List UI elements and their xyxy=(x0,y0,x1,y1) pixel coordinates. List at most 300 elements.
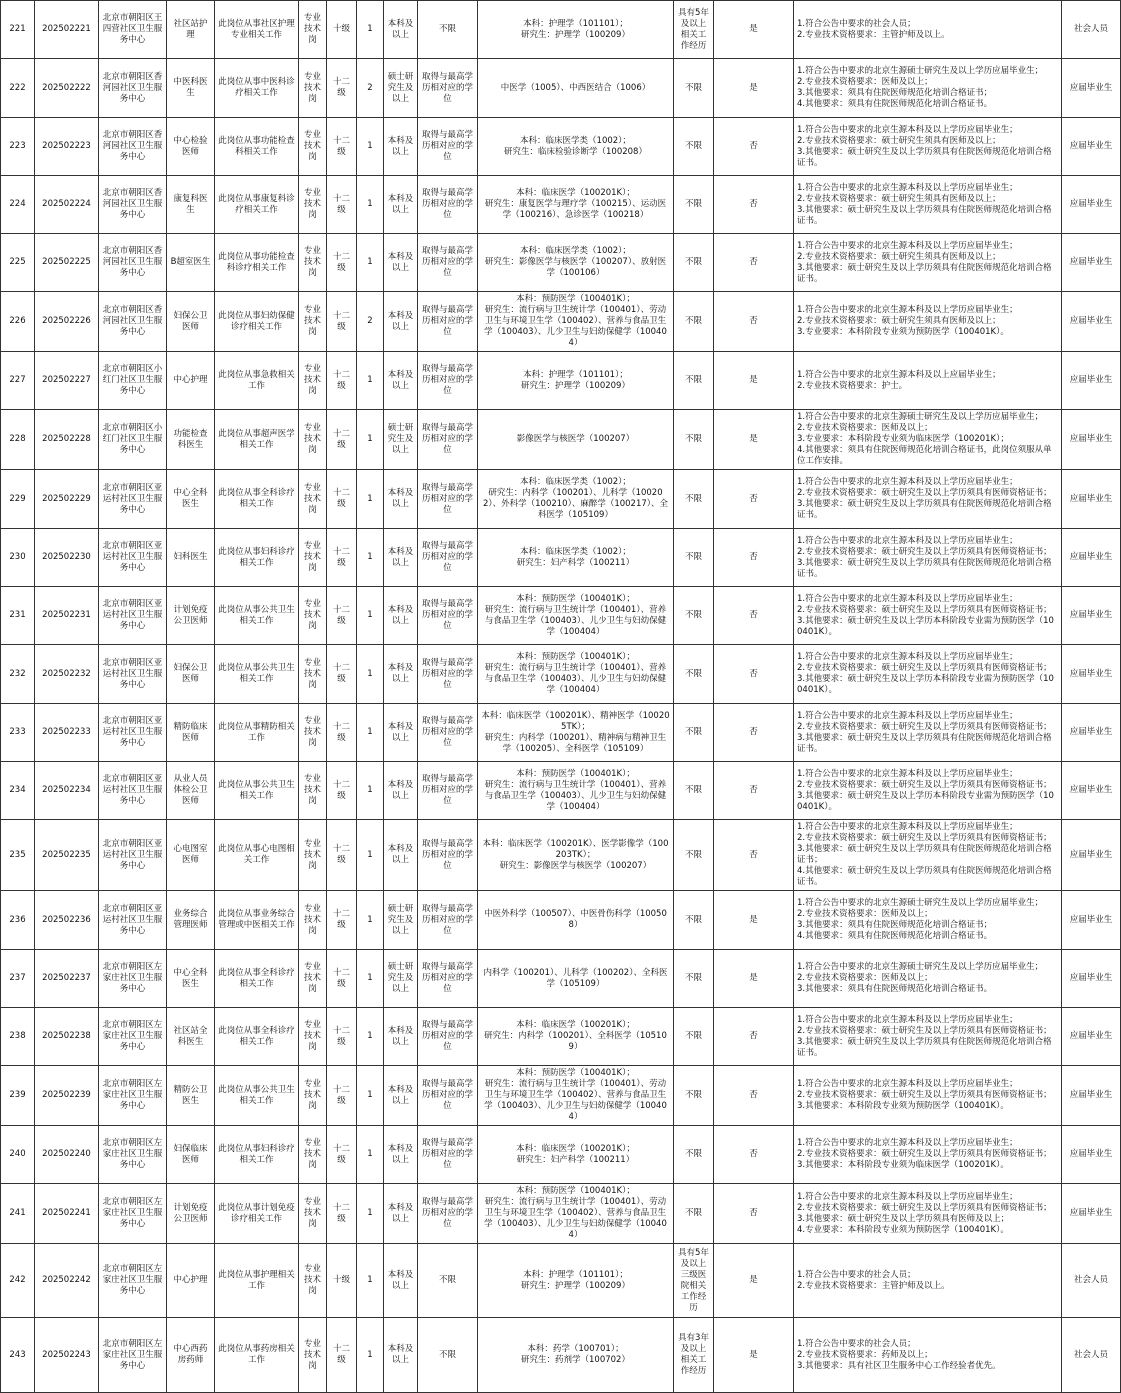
experience-cell: 不限 xyxy=(674,1008,714,1066)
post-level-cell: 十二级 xyxy=(327,470,357,529)
unit-name-cell: 北京市朝阳区亚运村社区卫生服务中心 xyxy=(99,529,167,587)
hire-count-cell: 1 xyxy=(357,470,384,529)
post-type-cell: 专业技术岗 xyxy=(299,950,327,1008)
post-code-cell: 202502239 xyxy=(35,1066,99,1126)
major-cell: 本科：临床医学类（1002）； 研究生：影像医学与核医学（100207）、放射医学（100106） xyxy=(478,234,674,292)
post-name-cell: 中心西药房药师 xyxy=(167,1318,215,1393)
beijing-origin-cell: 否 xyxy=(714,529,794,587)
target-group-cell: 应届毕业生 xyxy=(1062,118,1121,176)
post-level-cell: 十级 xyxy=(327,1244,357,1318)
table-row xyxy=(1,645,1121,704)
post-type-cell: 专业技术岗 xyxy=(299,410,327,470)
post-name-cell: 计划免疫公卫医师 xyxy=(167,1184,215,1244)
row-number-cell: 234 xyxy=(1,762,35,820)
education-cell: 本科及以上 xyxy=(384,645,418,704)
degree-cell: 不限 xyxy=(418,1318,478,1393)
education-cell: 本科及以上 xyxy=(384,1008,418,1066)
requirements-cell: 1.符合公告中要求的北京生源本科及以上学历应届毕业生； 2.专业技术资格要求：硕士研究生及以上学历须具有医师资格证书； 3.其他要求：硕士研究生及以上学历须具有住院医师规范化培训合格证书。 xyxy=(794,529,1062,587)
experience-cell: 不限 xyxy=(674,762,714,820)
experience-cell: 不限 xyxy=(674,234,714,292)
degree-cell: 取得与最高学历相对应的学位 xyxy=(418,234,478,292)
hire-count-cell: 1 xyxy=(357,118,384,176)
degree-cell: 取得与最高学历相对应的学位 xyxy=(418,762,478,820)
row-number-cell: 224 xyxy=(1,176,35,234)
post-level-cell: 十二级 xyxy=(327,950,357,1008)
table-row xyxy=(1,234,1121,292)
post-type-cell: 专业技术岗 xyxy=(299,176,327,234)
experience-cell: 具有5年及以上三级医院相关工作经历 xyxy=(674,1244,714,1318)
post-name-cell: 妇保公卫医师 xyxy=(167,292,215,352)
beijing-origin-cell: 否 xyxy=(714,820,794,891)
requirements-cell: 1.符合公告中要求的北京生源本科及以上学历应届毕业生； 2.专业技术资格要求：硕士研究生须具有医师及以上； 3.其他要求：硕士研究生及以上学历须具有住院医师规范化培训合格证书。 xyxy=(794,176,1062,234)
post-type-cell: 专业技术岗 xyxy=(299,292,327,352)
post-duty-cell: 此岗位从事妇幼保健诊疗相关工作 xyxy=(215,292,299,352)
post-code-cell: 202502224 xyxy=(35,176,99,234)
post-code-cell: 202502226 xyxy=(35,292,99,352)
post-level-cell: 十二级 xyxy=(327,352,357,410)
post-code-cell: 202502237 xyxy=(35,950,99,1008)
post-code-cell: 202502241 xyxy=(35,1184,99,1244)
table-row xyxy=(1,118,1121,176)
post-duty-cell: 此岗位从事康复科诊疗相关工作 xyxy=(215,176,299,234)
degree-cell: 取得与最高学历相对应的学位 xyxy=(418,1184,478,1244)
post-type-cell: 专业技术岗 xyxy=(299,1,327,59)
row-number-cell: 235 xyxy=(1,820,35,891)
experience-cell: 不限 xyxy=(674,1126,714,1184)
table-row xyxy=(1,1066,1121,1126)
target-group-cell: 社会人员 xyxy=(1062,1,1121,59)
unit-name-cell: 北京市朝阳区香河园社区卫生服务中心 xyxy=(99,118,167,176)
target-group-cell: 应届毕业生 xyxy=(1062,410,1121,470)
post-level-cell: 十二级 xyxy=(327,762,357,820)
education-cell: 本科及以上 xyxy=(384,234,418,292)
unit-name-cell: 北京市朝阳区左家庄社区卫生服务中心 xyxy=(99,1244,167,1318)
post-duty-cell: 此岗位从事功能检查科相关工作 xyxy=(215,118,299,176)
post-type-cell: 专业技术岗 xyxy=(299,1126,327,1184)
row-number-cell: 239 xyxy=(1,1066,35,1126)
table-row xyxy=(1,59,1121,118)
post-level-cell: 十二级 xyxy=(327,1318,357,1393)
post-duty-cell: 此岗位从事功能检查科诊疗相关工作 xyxy=(215,234,299,292)
beijing-origin-cell: 是 xyxy=(714,950,794,1008)
degree-cell: 取得与最高学历相对应的学位 xyxy=(418,118,478,176)
beijing-origin-cell: 否 xyxy=(714,470,794,529)
target-group-cell: 应届毕业生 xyxy=(1062,820,1121,891)
major-cell: 本科：药学（100701）； 研究生：药剂学（100702） xyxy=(478,1318,674,1393)
table-row xyxy=(1,950,1121,1008)
post-code-cell: 202502233 xyxy=(35,704,99,762)
education-cell: 本科及以上 xyxy=(384,1126,418,1184)
beijing-origin-cell: 是 xyxy=(714,59,794,118)
post-code-cell: 202502229 xyxy=(35,470,99,529)
row-number-cell: 238 xyxy=(1,1008,35,1066)
requirements-cell: 1.符合公告中要求的北京生源硕士研究生及以上学历应届毕业生； 2.专业技术资格要求：医师及以上； 3.其他要求：须具有住院医师规范化培训合格证书。 xyxy=(794,950,1062,1008)
row-number-cell: 233 xyxy=(1,704,35,762)
education-cell: 硕士研究生及以上 xyxy=(384,950,418,1008)
target-group-cell: 应届毕业生 xyxy=(1062,234,1121,292)
major-cell: 本科：临床医学（100201K）、医学影像学（100203TK）； 研究生：影像医学与核医学（100207） xyxy=(478,820,674,891)
table-body xyxy=(1,1,1121,1393)
post-duty-cell: 此岗位从事药房相关工作 xyxy=(215,1318,299,1393)
table-row xyxy=(1,1126,1121,1184)
education-cell: 本科及以上 xyxy=(384,1244,418,1318)
target-group-cell: 应届毕业生 xyxy=(1062,59,1121,118)
target-group-cell: 应届毕业生 xyxy=(1062,587,1121,645)
major-cell: 本科：预防医学（100401K）； 研究生：流行病与卫生统计学（100401）、劳动卫生与环境卫生学（100402）、营养与食品卫生学（100403）、儿少卫生与妇幼保健学（100404） xyxy=(478,292,674,352)
requirements-cell: 1.符合公告中要求的北京生源本科及以上学历应届毕业生； 2.专业技术资格要求：硕士研究生及以上学历须具有医师资格证书； 3.其他要求：硕士研究生及以上学历本科阶段专业需为预防医学（100401K）。 xyxy=(794,587,1062,645)
unit-name-cell: 北京市朝阳区亚运村社区卫生服务中心 xyxy=(99,762,167,820)
experience-cell: 不限 xyxy=(674,118,714,176)
row-number-cell: 230 xyxy=(1,529,35,587)
post-code-cell: 202502227 xyxy=(35,352,99,410)
degree-cell: 取得与最高学历相对应的学位 xyxy=(418,1008,478,1066)
hire-count-cell: 1 xyxy=(357,645,384,704)
row-number-cell: 232 xyxy=(1,645,35,704)
beijing-origin-cell: 否 xyxy=(714,234,794,292)
education-cell: 硕士研究生及以上 xyxy=(384,59,418,118)
target-group-cell: 应届毕业生 xyxy=(1062,176,1121,234)
post-type-cell: 专业技术岗 xyxy=(299,1318,327,1393)
post-type-cell: 专业技术岗 xyxy=(299,762,327,820)
requirements-cell: 1.符合公告中要求的社会人员； 2.专业技术资格要求：药师及以上； 3.其他要求：具有社区卫生服务中心工作经验者优先。 xyxy=(794,1318,1062,1393)
experience-cell: 具有5年及以上相关工作经历 xyxy=(674,1,714,59)
education-cell: 本科及以上 xyxy=(384,762,418,820)
beijing-origin-cell: 否 xyxy=(714,176,794,234)
major-cell: 本科：预防医学（100401K）； 研究生：流行病与卫生统计学（100401）、劳动卫生与环境卫生学（100402）、营养与食品卫生学（100403）、儿少卫生与妇幼保健学（100404） xyxy=(478,1184,674,1244)
unit-name-cell: 北京市朝阳区王四营社区卫生服务中心 xyxy=(99,1,167,59)
post-level-cell: 十二级 xyxy=(327,529,357,587)
post-name-cell: 功能检查科医生 xyxy=(167,410,215,470)
table-row xyxy=(1,1318,1121,1393)
table-row xyxy=(1,891,1121,950)
target-group-cell: 应届毕业生 xyxy=(1062,645,1121,704)
target-group-cell: 应届毕业生 xyxy=(1062,292,1121,352)
post-duty-cell: 此岗位从事心电图相关工作 xyxy=(215,820,299,891)
post-name-cell: 心电图室医师 xyxy=(167,820,215,891)
post-type-cell: 专业技术岗 xyxy=(299,820,327,891)
post-level-cell: 十二级 xyxy=(327,118,357,176)
education-cell: 本科及以上 xyxy=(384,1184,418,1244)
post-type-cell: 专业技术岗 xyxy=(299,1244,327,1318)
major-cell: 本科：预防医学（100401K）； 研究生：流行病与卫生统计学（100401）、劳动卫生与环境卫生学（100402）、营养与食品卫生学（100403）、儿少卫生与妇幼保健学（100404） xyxy=(478,1066,674,1126)
requirements-cell: 1.符合公告中要求的北京生源本科及以上学历应届毕业生； 2.专业技术资格要求：硕士研究生及以上学历须具有医师资格证书； 3.其他要求：硕士研究生及以上学历须具有医师及以上； 4.专业要求：本科阶段专业须为预防医学（100401K）。 xyxy=(794,1184,1062,1244)
target-group-cell: 应届毕业生 xyxy=(1062,529,1121,587)
post-duty-cell: 此岗位从事公共卫生相关工作 xyxy=(215,1066,299,1126)
post-duty-cell: 此岗位从事急救相关工作 xyxy=(215,352,299,410)
experience-cell: 不限 xyxy=(674,176,714,234)
beijing-origin-cell: 否 xyxy=(714,1126,794,1184)
beijing-origin-cell: 否 xyxy=(714,292,794,352)
major-cell: 本科：临床医学类（1002）； 研究生：内科学（100201）、儿科学（100202）、外科学（100210）、麻醉学（100217）、全科医学（105109） xyxy=(478,470,674,529)
major-cell: 本科：预防医学（100401K）； 研究生：流行病与卫生统计学（100401）、营养与食品卫生学（100403）、儿少卫生与妇幼保健学（100404） xyxy=(478,762,674,820)
major-cell: 本科：临床医学（100201K）； 研究生：康复医学与理疗学（100215）、运动医学（100216）、急诊医学（100218） xyxy=(478,176,674,234)
degree-cell: 取得与最高学历相对应的学位 xyxy=(418,352,478,410)
table-row xyxy=(1,292,1121,352)
hire-count-cell: 1 xyxy=(357,762,384,820)
post-type-cell: 专业技术岗 xyxy=(299,587,327,645)
unit-name-cell: 北京市朝阳区香河园社区卫生服务中心 xyxy=(99,176,167,234)
post-name-cell: 社区站护理 xyxy=(167,1,215,59)
post-name-cell: 中心检验医师 xyxy=(167,118,215,176)
beijing-origin-cell: 否 xyxy=(714,1008,794,1066)
requirements-cell: 1.符合公告中要求的北京生源本科及以上学历应届毕业生； 2.专业技术资格要求：硕士研究生及以上学历须具有医师资格证书； 3.其他要求：硕士研究生及以上学历须具有住院医师规范化培训合格证书。 xyxy=(794,704,1062,762)
post-level-cell: 十二级 xyxy=(327,292,357,352)
experience-cell: 不限 xyxy=(674,352,714,410)
degree-cell: 取得与最高学历相对应的学位 xyxy=(418,176,478,234)
post-duty-cell: 此岗位从事社区护理专业相关工作 xyxy=(215,1,299,59)
post-type-cell: 专业技术岗 xyxy=(299,470,327,529)
hire-count-cell: 1 xyxy=(357,820,384,891)
beijing-origin-cell: 否 xyxy=(714,1184,794,1244)
requirements-cell: 1.符合公告中要求的北京生源本科及以上学历应届毕业生； 2.专业技术资格要求：硕士研究生及以上学历须具有医师资格证书； 3.其他要求：本科阶段专业须为临床医学（100201K）。 xyxy=(794,1126,1062,1184)
education-cell: 本科及以上 xyxy=(384,470,418,529)
degree-cell: 取得与最高学历相对应的学位 xyxy=(418,1066,478,1126)
experience-cell: 不限 xyxy=(674,529,714,587)
degree-cell: 取得与最高学历相对应的学位 xyxy=(418,1126,478,1184)
row-number-cell: 236 xyxy=(1,891,35,950)
table-row xyxy=(1,1,1121,59)
post-level-cell: 十二级 xyxy=(327,1066,357,1126)
row-number-cell: 231 xyxy=(1,587,35,645)
row-number-cell: 242 xyxy=(1,1244,35,1318)
post-duty-cell: 此岗位从事公共卫生相关工作 xyxy=(215,762,299,820)
hire-count-cell: 1 xyxy=(357,529,384,587)
major-cell: 本科：护理学（101101）； 研究生：护理学（100209） xyxy=(478,1,674,59)
major-cell: 中医学（1005）、中西医结合（1006） xyxy=(478,59,674,118)
post-type-cell: 专业技术岗 xyxy=(299,118,327,176)
experience-cell: 不限 xyxy=(674,292,714,352)
unit-name-cell: 北京市朝阳区香河园社区卫生服务中心 xyxy=(99,59,167,118)
row-number-cell: 222 xyxy=(1,59,35,118)
beijing-origin-cell: 是 xyxy=(714,410,794,470)
requirements-cell: 1.符合公告中要求的北京生源硕士研究生及以上学历应届毕业生； 2.专业技术资格要求：医师及以上； 3.其他要求：须具有住院医师规范化培训合格证书； 4.其他要求：须具有住院医师规范化培训合格证书。 xyxy=(794,59,1062,118)
unit-name-cell: 北京市朝阳区左家庄社区卫生服务中心 xyxy=(99,1126,167,1184)
major-cell: 本科：临床医学（100201K）、精神医学（100205TK）； 研究生：内科学（100201）、精神病与精神卫生学（100205）、全科医学（105109） xyxy=(478,704,674,762)
table-row xyxy=(1,176,1121,234)
education-cell: 本科及以上 xyxy=(384,704,418,762)
table-row xyxy=(1,704,1121,762)
post-level-cell: 十二级 xyxy=(327,820,357,891)
education-cell: 本科及以上 xyxy=(384,118,418,176)
requirements-cell: 1.符合公告中要求的北京生源本科及以上学历应届毕业生； 2.专业技术资格要求：硕士研究生及以上学历须具有医师资格证书； 3.其他要求：硕士研究生及以上学历须具有住院医师规范化培训合格证书。 xyxy=(794,1008,1062,1066)
beijing-origin-cell: 是 xyxy=(714,891,794,950)
beijing-origin-cell: 否 xyxy=(714,704,794,762)
post-code-cell: 202502238 xyxy=(35,1008,99,1066)
hire-count-cell: 1 xyxy=(357,410,384,470)
experience-cell: 不限 xyxy=(674,1184,714,1244)
row-number-cell: 229 xyxy=(1,470,35,529)
major-cell: 本科：临床医学（100201K）； 研究生：内科学（100201）、全科医学（105109） xyxy=(478,1008,674,1066)
experience-cell: 不限 xyxy=(674,645,714,704)
table-row xyxy=(1,410,1121,470)
education-cell: 硕士研究生及以上 xyxy=(384,891,418,950)
post-name-cell: 妇科医生 xyxy=(167,529,215,587)
beijing-origin-cell: 否 xyxy=(714,762,794,820)
education-cell: 硕士研究生及以上 xyxy=(384,410,418,470)
major-cell: 中医外科学（100507）、中医骨伤科学（100508） xyxy=(478,891,674,950)
target-group-cell: 应届毕业生 xyxy=(1062,762,1121,820)
post-type-cell: 专业技术岗 xyxy=(299,529,327,587)
education-cell: 本科及以上 xyxy=(384,529,418,587)
post-duty-cell: 此岗位从事全科诊疗相关工作 xyxy=(215,950,299,1008)
education-cell: 本科及以上 xyxy=(384,1,418,59)
table-row xyxy=(1,529,1121,587)
post-name-cell: 计划免疫公卫医师 xyxy=(167,587,215,645)
degree-cell: 取得与最高学历相对应的学位 xyxy=(418,470,478,529)
post-name-cell: 中心护理 xyxy=(167,352,215,410)
requirements-cell: 1.符合公告中要求的北京生源本科及以上学历应届毕业生； 2.专业技术资格要求：硕士研究生须具有医师及以上； 3.其他要求：硕士研究生及以上学历须具有住院医师规范化培训合格证书。 xyxy=(794,234,1062,292)
experience-cell: 不限 xyxy=(674,1066,714,1126)
post-name-cell: 中心护理 xyxy=(167,1244,215,1318)
post-code-cell: 202502231 xyxy=(35,587,99,645)
unit-name-cell: 北京市朝阳区亚运村社区卫生服务中心 xyxy=(99,891,167,950)
major-cell: 本科：护理学（101101）； 研究生：护理学（100209） xyxy=(478,352,674,410)
post-level-cell: 十二级 xyxy=(327,176,357,234)
post-type-cell: 专业技术岗 xyxy=(299,1008,327,1066)
hire-count-cell: 1 xyxy=(357,1066,384,1126)
table-row xyxy=(1,1244,1121,1318)
post-level-cell: 十二级 xyxy=(327,1184,357,1244)
requirements-cell: 1.符合公告中要求的北京生源本科及以上学历应届毕业生； 2.专业技术资格要求：硕士研究生须具有医师及以上； 3.其他要求：硕士研究生及以上学历须具有住院医师规范化培训合格证书。 xyxy=(794,118,1062,176)
hire-count-cell: 1 xyxy=(357,1244,384,1318)
unit-name-cell: 北京市朝阳区香河园社区卫生服务中心 xyxy=(99,234,167,292)
experience-cell: 不限 xyxy=(674,704,714,762)
experience-cell: 不限 xyxy=(674,470,714,529)
post-type-cell: 专业技术岗 xyxy=(299,891,327,950)
row-number-cell: 226 xyxy=(1,292,35,352)
unit-name-cell: 北京市朝阳区亚运村社区卫生服务中心 xyxy=(99,704,167,762)
post-name-cell: B超室医生 xyxy=(167,234,215,292)
row-number-cell: 228 xyxy=(1,410,35,470)
post-level-cell: 十二级 xyxy=(327,587,357,645)
hire-count-cell: 2 xyxy=(357,292,384,352)
target-group-cell: 应届毕业生 xyxy=(1062,950,1121,1008)
hire-count-cell: 1 xyxy=(357,1318,384,1393)
post-level-cell: 十二级 xyxy=(327,59,357,118)
post-duty-cell: 此岗位从事护理相关工作 xyxy=(215,1244,299,1318)
post-code-cell: 202502235 xyxy=(35,820,99,891)
degree-cell: 取得与最高学历相对应的学位 xyxy=(418,410,478,470)
major-cell: 本科：临床医学类（1002）； 研究生：妇产科学（100211） xyxy=(478,529,674,587)
table-row xyxy=(1,762,1121,820)
post-type-cell: 专业技术岗 xyxy=(299,704,327,762)
degree-cell: 取得与最高学历相对应的学位 xyxy=(418,587,478,645)
beijing-origin-cell: 否 xyxy=(714,587,794,645)
post-duty-cell: 此岗位从事全科诊疗相关工作 xyxy=(215,470,299,529)
beijing-origin-cell: 是 xyxy=(714,1244,794,1318)
target-group-cell: 应届毕业生 xyxy=(1062,1066,1121,1126)
post-code-cell: 202502230 xyxy=(35,529,99,587)
degree-cell: 取得与最高学历相对应的学位 xyxy=(418,891,478,950)
row-number-cell: 223 xyxy=(1,118,35,176)
major-cell: 本科：临床医学（100201K）； 研究生：妇产科学（100211） xyxy=(478,1126,674,1184)
post-duty-cell: 此岗位从事超声医学相关工作 xyxy=(215,410,299,470)
row-number-cell: 237 xyxy=(1,950,35,1008)
post-code-cell: 202502240 xyxy=(35,1126,99,1184)
post-name-cell: 精防公卫医生 xyxy=(167,1066,215,1126)
requirements-cell: 1.符合公告中要求的社会人员； 2.专业技术资格要求：主管护师及以上。 xyxy=(794,1244,1062,1318)
target-group-cell: 应届毕业生 xyxy=(1062,704,1121,762)
hire-count-cell: 1 xyxy=(357,1008,384,1066)
degree-cell: 不限 xyxy=(418,1,478,59)
beijing-origin-cell: 否 xyxy=(714,645,794,704)
degree-cell: 取得与最高学历相对应的学位 xyxy=(418,529,478,587)
post-code-cell: 202502232 xyxy=(35,645,99,704)
target-group-cell: 社会人员 xyxy=(1062,1244,1121,1318)
unit-name-cell: 北京市朝阳区小红门社区卫生服务中心 xyxy=(99,352,167,410)
experience-cell: 不限 xyxy=(674,587,714,645)
post-level-cell: 十二级 xyxy=(327,704,357,762)
requirements-cell: 1.符合公告中要求的北京生源本科及以上应届毕业生； 2.专业技术资格要求：护士。 xyxy=(794,352,1062,410)
post-duty-cell: 此岗位从事公共卫生相关工作 xyxy=(215,587,299,645)
post-level-cell: 十二级 xyxy=(327,645,357,704)
post-code-cell: 202502223 xyxy=(35,118,99,176)
post-code-cell: 202502234 xyxy=(35,762,99,820)
beijing-origin-cell: 是 xyxy=(714,352,794,410)
post-duty-cell: 此岗位从事中医科诊疗相关工作 xyxy=(215,59,299,118)
post-duty-cell: 此岗位从事全科诊疗相关工作 xyxy=(215,1008,299,1066)
experience-cell: 不限 xyxy=(674,950,714,1008)
requirements-cell: 1.符合公告中要求的北京生源硕士研究生及以上学历应届毕业生； 2.专业技术资格要求：医师及以上； 3.其他要求：须具有住院医师规范化培训合格证书； 4.其他要求：须具有住院医师规范化培训合格证书。 xyxy=(794,891,1062,950)
target-group-cell: 应届毕业生 xyxy=(1062,470,1121,529)
unit-name-cell: 北京市朝阳区亚运村社区卫生服务中心 xyxy=(99,820,167,891)
unit-name-cell: 北京市朝阳区香河园社区卫生服务中心 xyxy=(99,292,167,352)
degree-cell: 取得与最高学历相对应的学位 xyxy=(418,59,478,118)
beijing-origin-cell: 是 xyxy=(714,1318,794,1393)
post-type-cell: 专业技术岗 xyxy=(299,645,327,704)
post-name-cell: 精防临床医师 xyxy=(167,704,215,762)
target-group-cell: 应届毕业生 xyxy=(1062,352,1121,410)
hire-count-cell: 1 xyxy=(357,704,384,762)
experience-cell: 不限 xyxy=(674,410,714,470)
post-type-cell: 专业技术岗 xyxy=(299,1184,327,1244)
post-duty-cell: 此岗位从事妇科诊疗相关工作 xyxy=(215,529,299,587)
post-name-cell: 中心全科医生 xyxy=(167,950,215,1008)
hire-count-cell: 1 xyxy=(357,176,384,234)
target-group-cell: 应届毕业生 xyxy=(1062,891,1121,950)
post-code-cell: 202502222 xyxy=(35,59,99,118)
unit-name-cell: 北京市朝阳区亚运村社区卫生服务中心 xyxy=(99,645,167,704)
requirements-cell: 1.符合公告中要求的北京生源硕士研究生及以上学历应届毕业生； 2.专业技术资格要求：医师及以上； 3.专业要求：本科阶段专业须为临床医学（100201K）； 4.其他要求：须具有住院医师规范化培训合格证书，此岗位须服从单位工作安排。 xyxy=(794,410,1062,470)
beijing-origin-cell: 是 xyxy=(714,1,794,59)
post-name-cell: 妇保公卫医师 xyxy=(167,645,215,704)
hire-count-cell: 1 xyxy=(357,1184,384,1244)
post-duty-cell: 此岗位从事计划免疫诊疗相关工作 xyxy=(215,1184,299,1244)
education-cell: 本科及以上 xyxy=(384,587,418,645)
post-code-cell: 202502242 xyxy=(35,1244,99,1318)
unit-name-cell: 北京市朝阳区左家庄社区卫生服务中心 xyxy=(99,1008,167,1066)
requirements-cell: 1.符合公告中要求的北京生源本科及以上学历应届毕业生； 2.专业技术资格要求：硕士研究生及以上学历须具有医师资格证书； 3.其他要求：硕士研究生及以上学历须具有住院医师规范化培训合格证书； 4.其他要求：硕士研究生及以上学历须具有住院医师规范化培训合格证书。 xyxy=(794,820,1062,891)
post-code-cell: 202502221 xyxy=(35,1,99,59)
post-duty-cell: 此岗位从事妇科诊疗相关工作 xyxy=(215,1126,299,1184)
degree-cell: 取得与最高学历相对应的学位 xyxy=(418,292,478,352)
row-number-cell: 221 xyxy=(1,1,35,59)
major-cell: 影像医学与核医学（100207） xyxy=(478,410,674,470)
post-level-cell: 十二级 xyxy=(327,234,357,292)
unit-name-cell: 北京市朝阳区小红门社区卫生服务中心 xyxy=(99,410,167,470)
table-row xyxy=(1,1184,1121,1244)
row-number-cell: 227 xyxy=(1,352,35,410)
unit-name-cell: 北京市朝阳区左家庄社区卫生服务中心 xyxy=(99,1184,167,1244)
table-row xyxy=(1,470,1121,529)
education-cell: 本科及以上 xyxy=(384,352,418,410)
education-cell: 本科及以上 xyxy=(384,820,418,891)
post-type-cell: 专业技术岗 xyxy=(299,1066,327,1126)
hire-count-cell: 1 xyxy=(357,234,384,292)
table-row xyxy=(1,352,1121,410)
unit-name-cell: 北京市朝阳区左家庄社区卫生服务中心 xyxy=(99,1318,167,1393)
post-type-cell: 专业技术岗 xyxy=(299,59,327,118)
